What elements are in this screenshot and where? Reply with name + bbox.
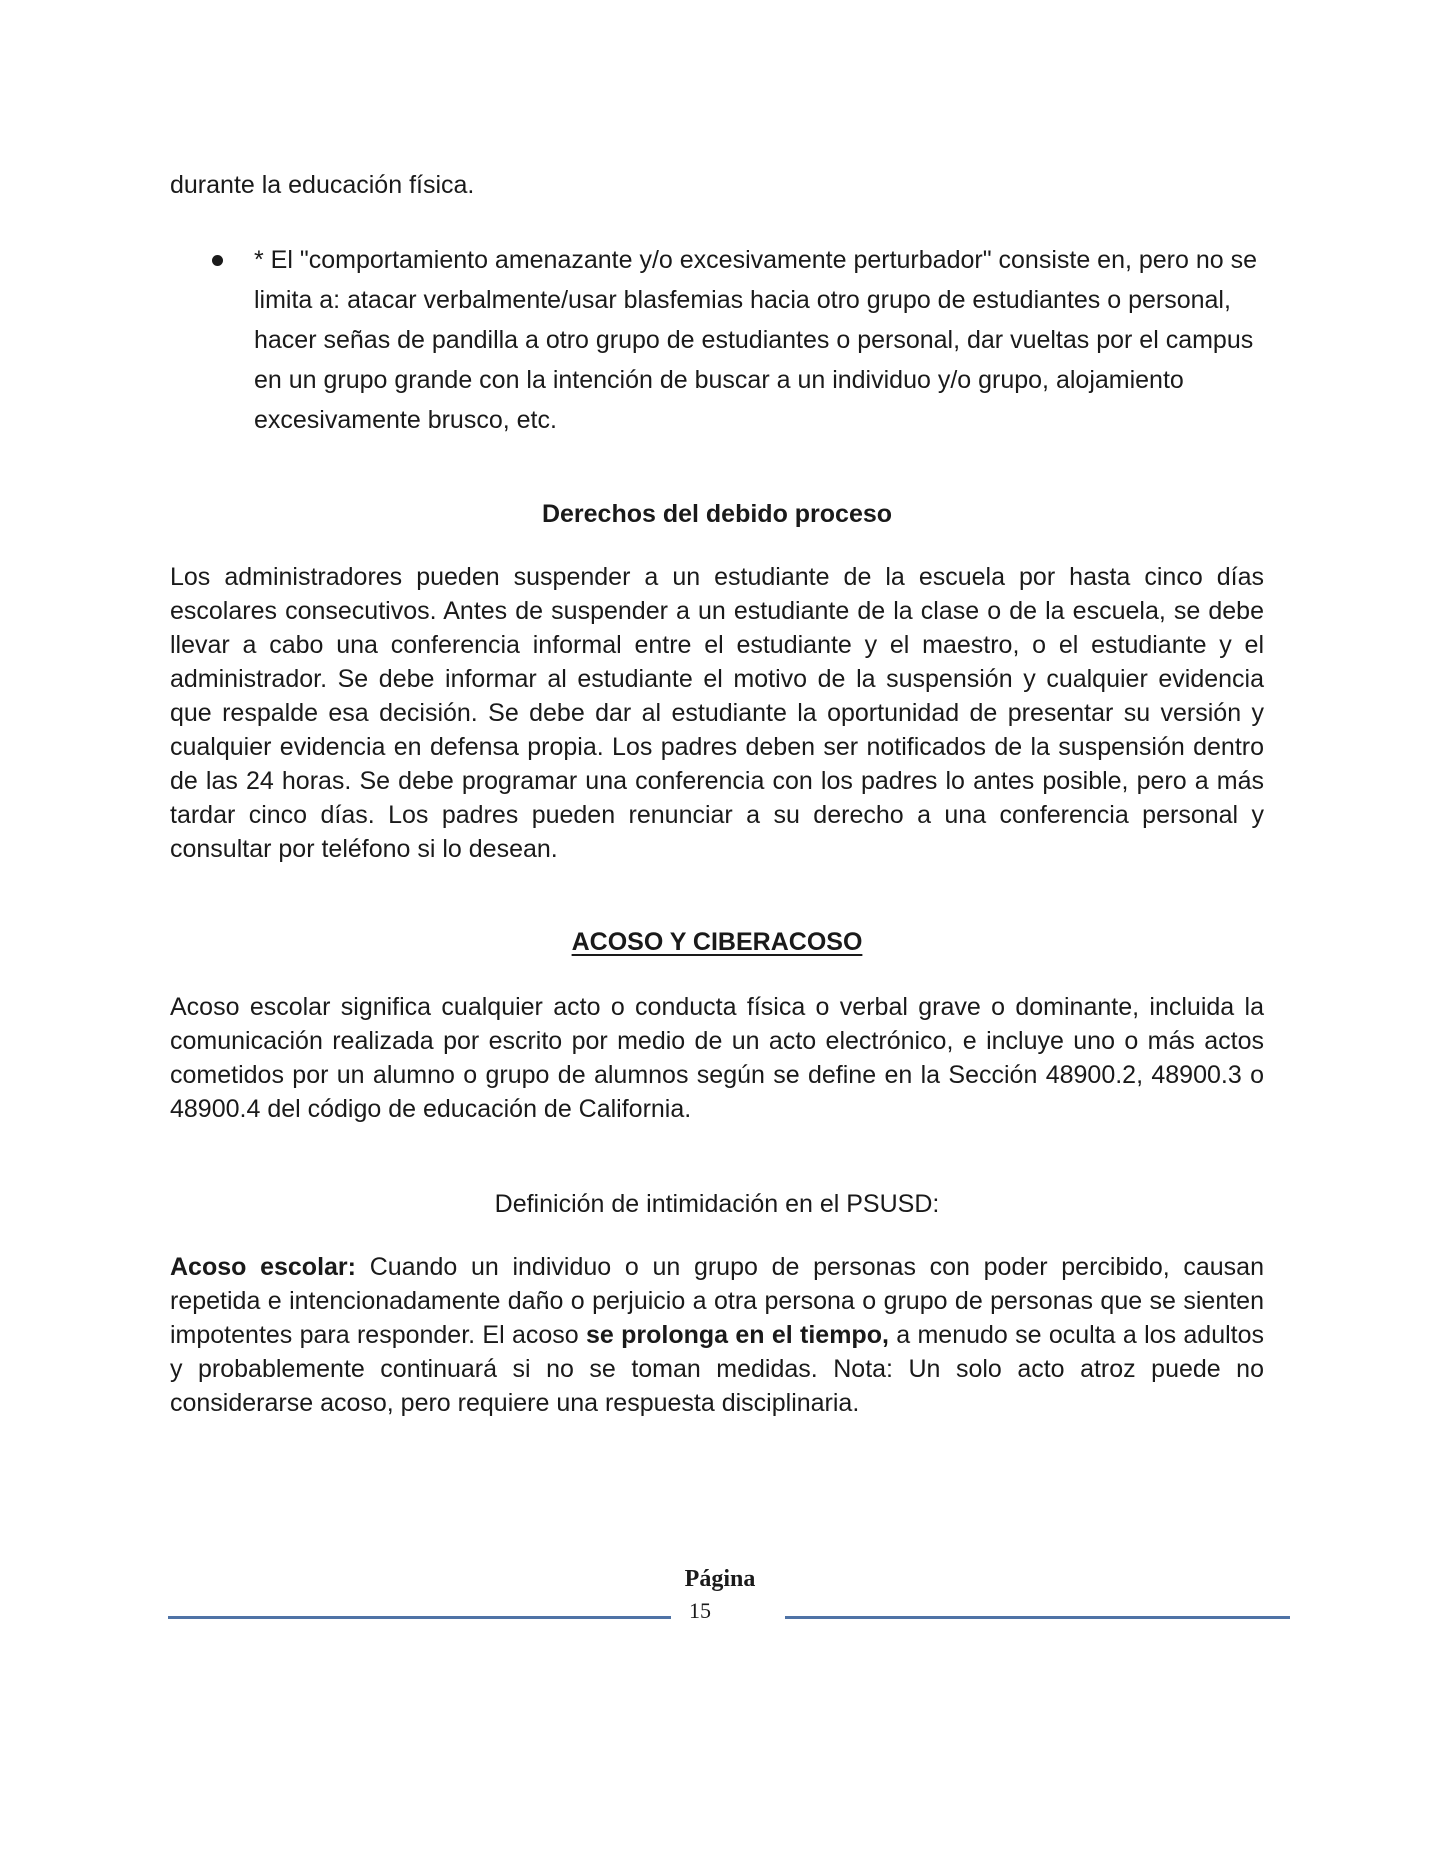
definition-emphasis: se prolonga en el tiempo, [586,1321,889,1349]
footer-rule-right [785,1616,1290,1619]
bullying-paragraph: Acoso escolar significa cualquier acto o conducta física o verbal grave o dominante, incluida la comunicación realizada por escrito por medio de un acto electrónico, e incluye uno o más actos cometidos por un alumno o grupo de alumnos según se define en la Sección 48900.2, 48900.3 o 48900.4 del código de educación de California. [170,993,1264,1123]
section-heading-bullying: ACOSO Y CIBERACOSO [571,928,863,956]
footer-page-label: Página [684,1566,756,1592]
bullet-list [210,240,1260,440]
continuation-text: durante la educación física. [170,171,475,199]
definition-paragraph [170,1250,1264,1420]
footer-rule-left [168,1616,671,1619]
footer-page-number: 15 [689,1598,711,1623]
definition-text-part1: Cuando un individuo o un grupo de personas con poder percibido, causan repetida e intencionadamente daño o perjuicio a otra persona o grupo de personas que se sienten impotentes para responder. El acoso [170,1253,1264,1349]
definition-heading: Definición de intimidación en el PSUSD: [494,1190,940,1218]
section-heading-due-process: Derechos del debido proceso [541,500,893,528]
definition-term: Acoso escolar: [170,1253,356,1281]
bullet-text: * El "comportamiento amenazante y/o excesivamente perturbador" consiste en, pero no se limita a: atacar verbalmente/usar blasfemias hacia otro grupo de estudiantes o personal, hacer señas de pandilla a otro grupo de estudiantes o personal, dar vueltas por el campus en un grupo grande con la intención de buscar a un individuo y/o grupo, alojamiento excesivamente brusco, etc. [254,246,1258,434]
list-item [210,240,1260,440]
due-process-paragraph: Los administradores pueden suspender a un estudiante de la escuela por hasta cinco días escolares consecutivos. Antes de suspender a un estudiante de la clase o de la escuela, se debe llevar a cabo una conferencia informal entre el estudiante y el maestro, o el estudiante y el administrador. Se debe informar al estudiante el motivo de la suspensión y cualquier evidencia que respalde esa decisión. Se debe dar al estudiante la oportunidad de presentar su versión y cualquier evidencia en defensa propia. Los padres deben ser notificados de la suspensión dentro de las 24 horas. Se debe programar una conferencia con los padres lo antes posible, pero a más tardar cinco días. Los padres pueden renunciar a su derecho a una conferencia personal y consultar por teléfono si lo desean. [170,563,1264,863]
definition-text-part2: a menudo se oculta a los adultos y probablemente continuará si no se toman medidas. Nota: Un solo acto atroz puede no considerarse acoso, pero requiere una respuesta disciplinaria. [170,1321,1264,1417]
bullet-icon [212,255,223,266]
